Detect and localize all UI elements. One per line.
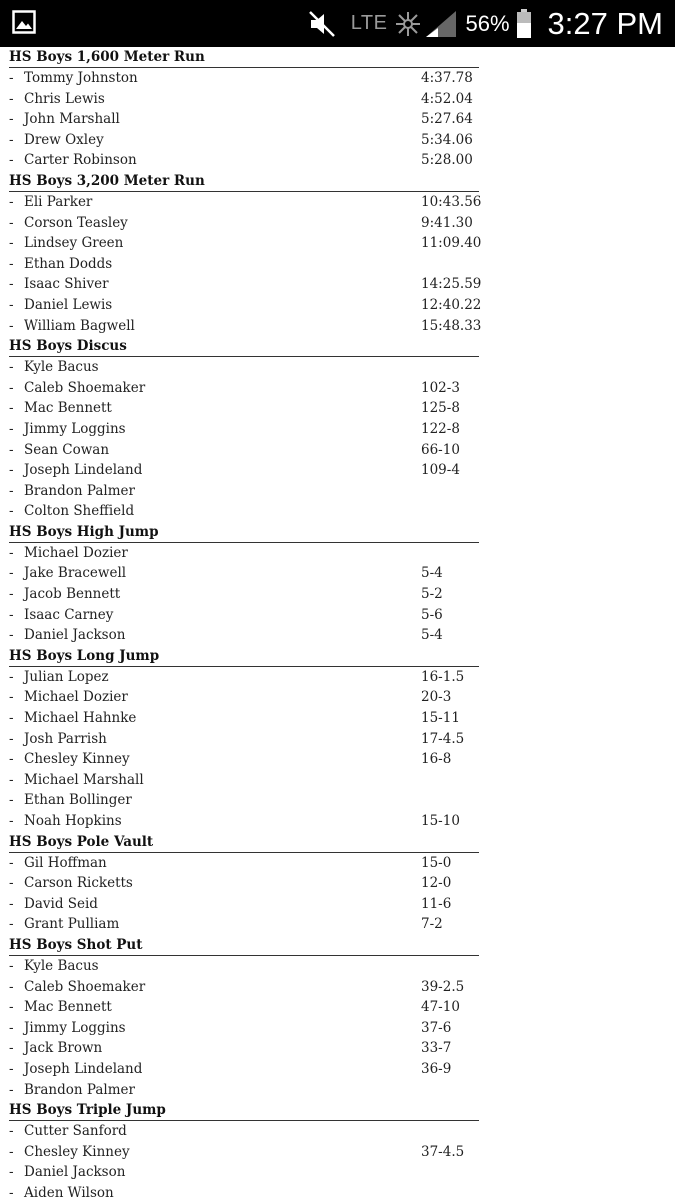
- row-dash: -: [9, 875, 14, 892]
- athlete-name: Michael Dozier: [24, 544, 128, 561]
- athlete-name: Julian Lopez: [24, 668, 109, 685]
- athlete-name: Kyle Bacus: [24, 957, 99, 974]
- battery-icon: [516, 9, 532, 39]
- status-icons: [307, 0, 663, 47]
- result-row: [0, 956, 675, 977]
- athlete-mark: 37-4.5: [421, 1143, 465, 1160]
- athlete-name: Kyle Bacus: [24, 359, 99, 376]
- result-row: [0, 687, 675, 708]
- athlete-name: Caleb Shoemaker: [24, 978, 146, 995]
- row-dash: -: [9, 420, 14, 437]
- row-dash: -: [9, 111, 14, 128]
- row-dash: -: [9, 710, 14, 727]
- result-row: [0, 109, 675, 130]
- result-row: [0, 770, 675, 791]
- athlete-mark: 5-4: [421, 565, 443, 582]
- row-dash: -: [9, 586, 14, 603]
- network-type: LTE: [350, 12, 388, 34]
- athlete-mark: 9:41.30: [421, 214, 473, 231]
- athlete-mark: 11:09.40: [421, 235, 482, 252]
- athlete-mark: 66-10: [421, 441, 460, 458]
- result-row: [0, 150, 675, 171]
- row-dash: -: [9, 70, 14, 86]
- result-row: [0, 130, 675, 151]
- result-row: [0, 233, 675, 254]
- athlete-name: Josh Parrish: [24, 730, 107, 747]
- result-row: [0, 378, 675, 399]
- wifi-icon: [396, 12, 420, 36]
- clock: 3:27 PM: [547, 5, 663, 41]
- result-row: [0, 460, 675, 481]
- athlete-name: Tommy Johnston: [24, 70, 138, 86]
- result-row: [0, 811, 675, 832]
- row-dash: -: [9, 193, 14, 210]
- athlete-name: Daniel Jackson: [24, 1164, 126, 1181]
- athlete-mark: 125-8: [421, 400, 460, 417]
- row-dash: -: [9, 999, 14, 1016]
- result-row: [0, 1183, 675, 1204]
- athlete-name: Chris Lewis: [24, 90, 105, 107]
- athlete-mark: 102-3: [421, 379, 460, 396]
- event-title: HS Boys 1,600 Meter Run: [9, 47, 479, 68]
- athlete-mark: 15-0: [421, 854, 452, 871]
- athlete-name: Drew Oxley: [24, 131, 104, 148]
- row-dash: -: [9, 276, 14, 293]
- row-dash: -: [9, 544, 14, 561]
- result-row: [0, 481, 675, 502]
- event-title: HS Boys High Jump: [9, 522, 479, 543]
- result-row: [0, 873, 675, 894]
- athlete-mark: 15:48.33: [421, 317, 482, 334]
- row-dash: -: [9, 1164, 14, 1181]
- athlete-mark: 33-7: [421, 1040, 452, 1057]
- result-row: [0, 625, 675, 646]
- athlete-mark: 109-4: [421, 462, 460, 479]
- athlete-name: Joseph Lindeland: [24, 1060, 143, 1077]
- athlete-name: Carter Robinson: [24, 152, 137, 169]
- row-dash: -: [9, 730, 14, 747]
- row-dash: -: [9, 152, 14, 169]
- result-row: [0, 419, 675, 440]
- athlete-name: Eli Parker: [24, 193, 93, 210]
- row-dash: -: [9, 689, 14, 706]
- athlete-name: Caleb Shoemaker: [24, 379, 146, 396]
- row-dash: -: [9, 627, 14, 644]
- athlete-mark: 20-3: [421, 689, 452, 706]
- row-dash: -: [9, 379, 14, 396]
- result-row: [0, 213, 675, 234]
- row-dash: -: [9, 1123, 14, 1140]
- row-dash: -: [9, 606, 14, 623]
- row-dash: -: [9, 235, 14, 252]
- row-dash: -: [9, 441, 14, 458]
- result-row: [0, 192, 675, 213]
- row-dash: -: [9, 400, 14, 417]
- athlete-mark: 4:37.78: [421, 70, 473, 86]
- row-dash: -: [9, 978, 14, 995]
- row-dash: -: [9, 771, 14, 788]
- result-row: [0, 790, 675, 811]
- result-row: [0, 1121, 675, 1142]
- athlete-name: Chesley Kinney: [24, 1143, 130, 1160]
- athlete-name: Lindsey Green: [24, 235, 124, 252]
- event-title: HS Boys Shot Put: [9, 935, 479, 956]
- athlete-name: Mac Bennett: [24, 999, 112, 1016]
- athlete-name: Aiden Wilson: [24, 1184, 114, 1201]
- row-dash: -: [9, 1060, 14, 1077]
- row-dash: -: [9, 916, 14, 933]
- results-page: [0, 34, 675, 1204]
- athlete-name: Jack Brown: [24, 1040, 103, 1057]
- row-dash: -: [9, 1040, 14, 1057]
- athlete-name: David Seid: [24, 895, 98, 912]
- result-row: [0, 398, 675, 419]
- athlete-name: Brandon Palmer: [24, 482, 135, 499]
- result-row: [0, 708, 675, 729]
- result-row: [0, 853, 675, 874]
- row-dash: -: [9, 214, 14, 231]
- row-dash: -: [9, 296, 14, 313]
- athlete-mark: 5-2: [421, 586, 443, 603]
- athlete-mark: 5-6: [421, 606, 443, 623]
- athlete-name: Ethan Dodds: [24, 255, 113, 272]
- row-dash: -: [9, 503, 14, 520]
- event-title: HS Boys Triple Jump: [9, 1100, 479, 1121]
- athlete-name: Carson Ricketts: [24, 875, 133, 892]
- athlete-name: John Marshall: [24, 111, 120, 128]
- result-row: [0, 357, 675, 378]
- result-row: [0, 68, 675, 89]
- result-row: [0, 1142, 675, 1163]
- athlete-mark: 17-4.5: [421, 730, 465, 747]
- athlete-name: Isaac Carney: [24, 606, 114, 623]
- result-row: [0, 563, 675, 584]
- row-dash: -: [9, 482, 14, 499]
- result-row: [0, 89, 675, 110]
- row-dash: -: [9, 895, 14, 912]
- result-row: [0, 1162, 675, 1183]
- athlete-mark: 36-9: [421, 1060, 452, 1077]
- result-row: [0, 584, 675, 605]
- row-dash: -: [9, 317, 14, 334]
- athlete-name: Ethan Bollinger: [24, 792, 132, 809]
- athlete-name: Gil Hoffman: [24, 854, 107, 871]
- result-row: [0, 1038, 675, 1059]
- row-dash: -: [9, 957, 14, 974]
- athlete-name: Daniel Jackson: [24, 627, 126, 644]
- athlete-mark: 5:27.64: [421, 111, 473, 128]
- athlete-mark: 16-1.5: [421, 668, 465, 685]
- athlete-mark: 15-11: [421, 710, 460, 727]
- athlete-name: Cutter Sanford: [24, 1123, 127, 1140]
- row-dash: -: [9, 1184, 14, 1201]
- result-row: [0, 316, 675, 337]
- row-dash: -: [9, 792, 14, 809]
- row-dash: -: [9, 1081, 14, 1098]
- result-row: [0, 501, 675, 522]
- athlete-mark: 122-8: [421, 420, 460, 437]
- athlete-name: Colton Sheffield: [24, 503, 135, 520]
- row-dash: -: [9, 1143, 14, 1160]
- athlete-mark: 11-6: [421, 895, 452, 912]
- athlete-mark: 5-4: [421, 627, 443, 644]
- athlete-name: Jimmy Loggins: [24, 420, 126, 437]
- result-row: [0, 729, 675, 750]
- result-row: [0, 914, 675, 935]
- athlete-name: Jacob Bennett: [24, 586, 121, 603]
- athlete-mark: 5:28.00: [421, 152, 473, 169]
- athlete-name: Grant Pulliam: [24, 916, 120, 933]
- athlete-name: Isaac Shiver: [24, 276, 109, 293]
- status-bar: [0, 0, 675, 47]
- row-dash: -: [9, 359, 14, 376]
- row-dash: -: [9, 90, 14, 107]
- row-dash: -: [9, 1019, 14, 1036]
- athlete-name: William Bagwell: [24, 317, 135, 334]
- athlete-mark: 10:43.56: [421, 193, 482, 210]
- result-row: [0, 1080, 675, 1101]
- result-row: [0, 440, 675, 461]
- result-row: [0, 1059, 675, 1080]
- athlete-mark: 12:40.22: [421, 296, 482, 313]
- athlete-mark: 5:34.06: [421, 131, 473, 148]
- result-row: [0, 749, 675, 770]
- athlete-mark: 7-2: [421, 916, 443, 933]
- row-dash: -: [9, 462, 14, 479]
- row-dash: -: [9, 255, 14, 272]
- athlete-name: Corson Teasley: [24, 214, 128, 231]
- athlete-name: Noah Hopkins: [24, 813, 122, 829]
- row-dash: -: [9, 854, 14, 871]
- row-dash: -: [9, 813, 14, 829]
- athlete-name: Sean Cowan: [24, 441, 110, 458]
- result-row: [0, 605, 675, 626]
- athlete-name: Chesley Kinney: [24, 751, 130, 768]
- mute-icon: [307, 9, 337, 39]
- signal-icon: [394, 9, 458, 39]
- event-title: HS Boys Long Jump: [9, 646, 479, 667]
- athlete-name: Jimmy Loggins: [24, 1019, 126, 1036]
- row-dash: -: [9, 131, 14, 148]
- result-row: [0, 997, 675, 1018]
- result-row: [0, 543, 675, 564]
- athlete-mark: 47-10: [421, 999, 460, 1016]
- event-title: HS Boys Discus: [9, 336, 479, 357]
- result-row: [0, 295, 675, 316]
- image-icon: [12, 10, 36, 34]
- athlete-name: Michael Hahnke: [24, 710, 137, 727]
- row-dash: -: [9, 668, 14, 685]
- athlete-mark: 4:52.04: [421, 90, 473, 107]
- athlete-mark: 14:25.59: [421, 276, 482, 293]
- event-title: HS Boys Pole Vault: [9, 832, 479, 853]
- result-row: [0, 254, 675, 275]
- result-row: [0, 667, 675, 688]
- athlete-mark: 37-6: [421, 1019, 452, 1036]
- result-row: [0, 894, 675, 915]
- athlete-name: Michael Marshall: [24, 771, 144, 788]
- athlete-mark: 39-2.5: [421, 978, 465, 995]
- event-title: HS Boys 3,200 Meter Run: [9, 171, 479, 192]
- athlete-name: Mac Bennett: [24, 400, 112, 417]
- athlete-name: Jake Bracewell: [24, 565, 127, 582]
- athlete-mark: 16-8: [421, 751, 452, 768]
- battery-percent: 56%: [465, 10, 510, 36]
- athlete-mark: 12-0: [421, 875, 452, 892]
- row-dash: -: [9, 751, 14, 768]
- athlete-name: Michael Dozier: [24, 689, 128, 706]
- athlete-name: Daniel Lewis: [24, 296, 113, 313]
- row-dash: -: [9, 565, 14, 582]
- athlete-name: Brandon Palmer: [24, 1081, 135, 1098]
- result-row: [0, 274, 675, 295]
- result-row: [0, 1018, 675, 1039]
- athlete-mark: 15-10: [421, 813, 460, 829]
- athlete-name: Joseph Lindeland: [24, 462, 143, 479]
- result-row: [0, 977, 675, 998]
